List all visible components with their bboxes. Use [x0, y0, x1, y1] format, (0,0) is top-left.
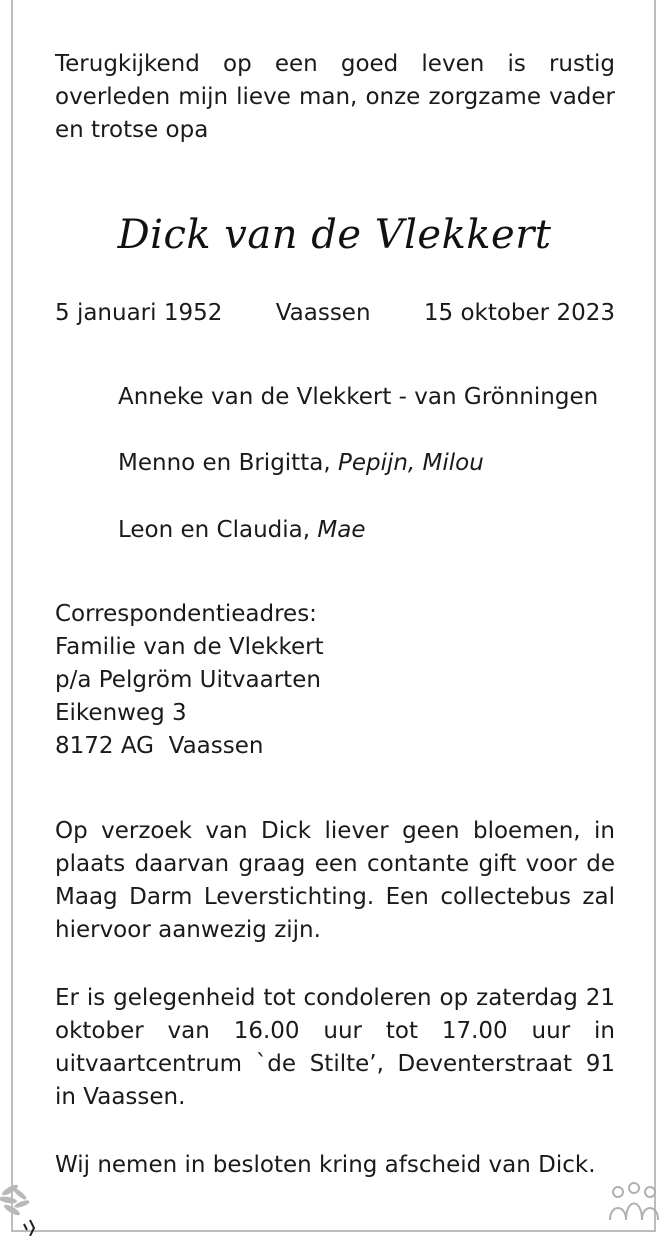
people-group-icon — [606, 1180, 662, 1224]
address-line-1: Familie van de Vlekkert — [55, 634, 324, 660]
address-line-2: p/a Pelgröm Uitvaarten — [55, 667, 321, 693]
dates-row — [55, 297, 615, 330]
address-heading: Correspondentieadres: — [55, 601, 317, 627]
correspondence-address — [55, 598, 615, 763]
flowers-paragraph: Op verzoek van Dick liever geen bloemen, in plaats daarvan graag een contante gift voor de Maag Darm Leverstichting. Een collectebus zal hiervoor aanwezig zijn. — [55, 818, 615, 943]
birth-date: 5 januari 1952 — [55, 300, 223, 326]
condolences-paragraph: Er is gelegenheid tot condoleren op zaterdag 21 oktober van 16.00 uur tot 17.00 uur in uitvaartcentrum `de Stilte’, Deventerstraat 91 in Vaassen. — [55, 985, 615, 1110]
leaf-branch-icon — [0, 1180, 42, 1236]
place: Vaassen — [275, 300, 371, 326]
deceased-name: Dick van de Vlekkert — [117, 212, 552, 258]
death-date: 15 oktober 2023 — [423, 300, 615, 326]
intro-text: Terugkijkend op een goed leven is rustig overleden mijn lieve man, onze zorgzame vader en trotse opa — [55, 51, 615, 143]
grandchildren-2: Mae — [317, 517, 366, 543]
farewell-paragraph: Wij nemen in besloten kring afscheid van Dick. — [55, 1152, 596, 1178]
address-line-3: Eikenweg 3 — [55, 700, 187, 726]
spouse-name: Anneke van de Vlekkert - van Grönningen — [118, 384, 599, 410]
family-line-1 — [118, 447, 618, 480]
child-names-2: Leon en Claudia, — [118, 517, 311, 543]
child-names-1: Menno en Brigitta, — [118, 450, 331, 476]
family-line-2 — [118, 514, 618, 547]
grandchildren-1: Pepijn, Milou — [337, 450, 484, 476]
address-line-4: 8172 AG Vaassen — [55, 733, 264, 759]
